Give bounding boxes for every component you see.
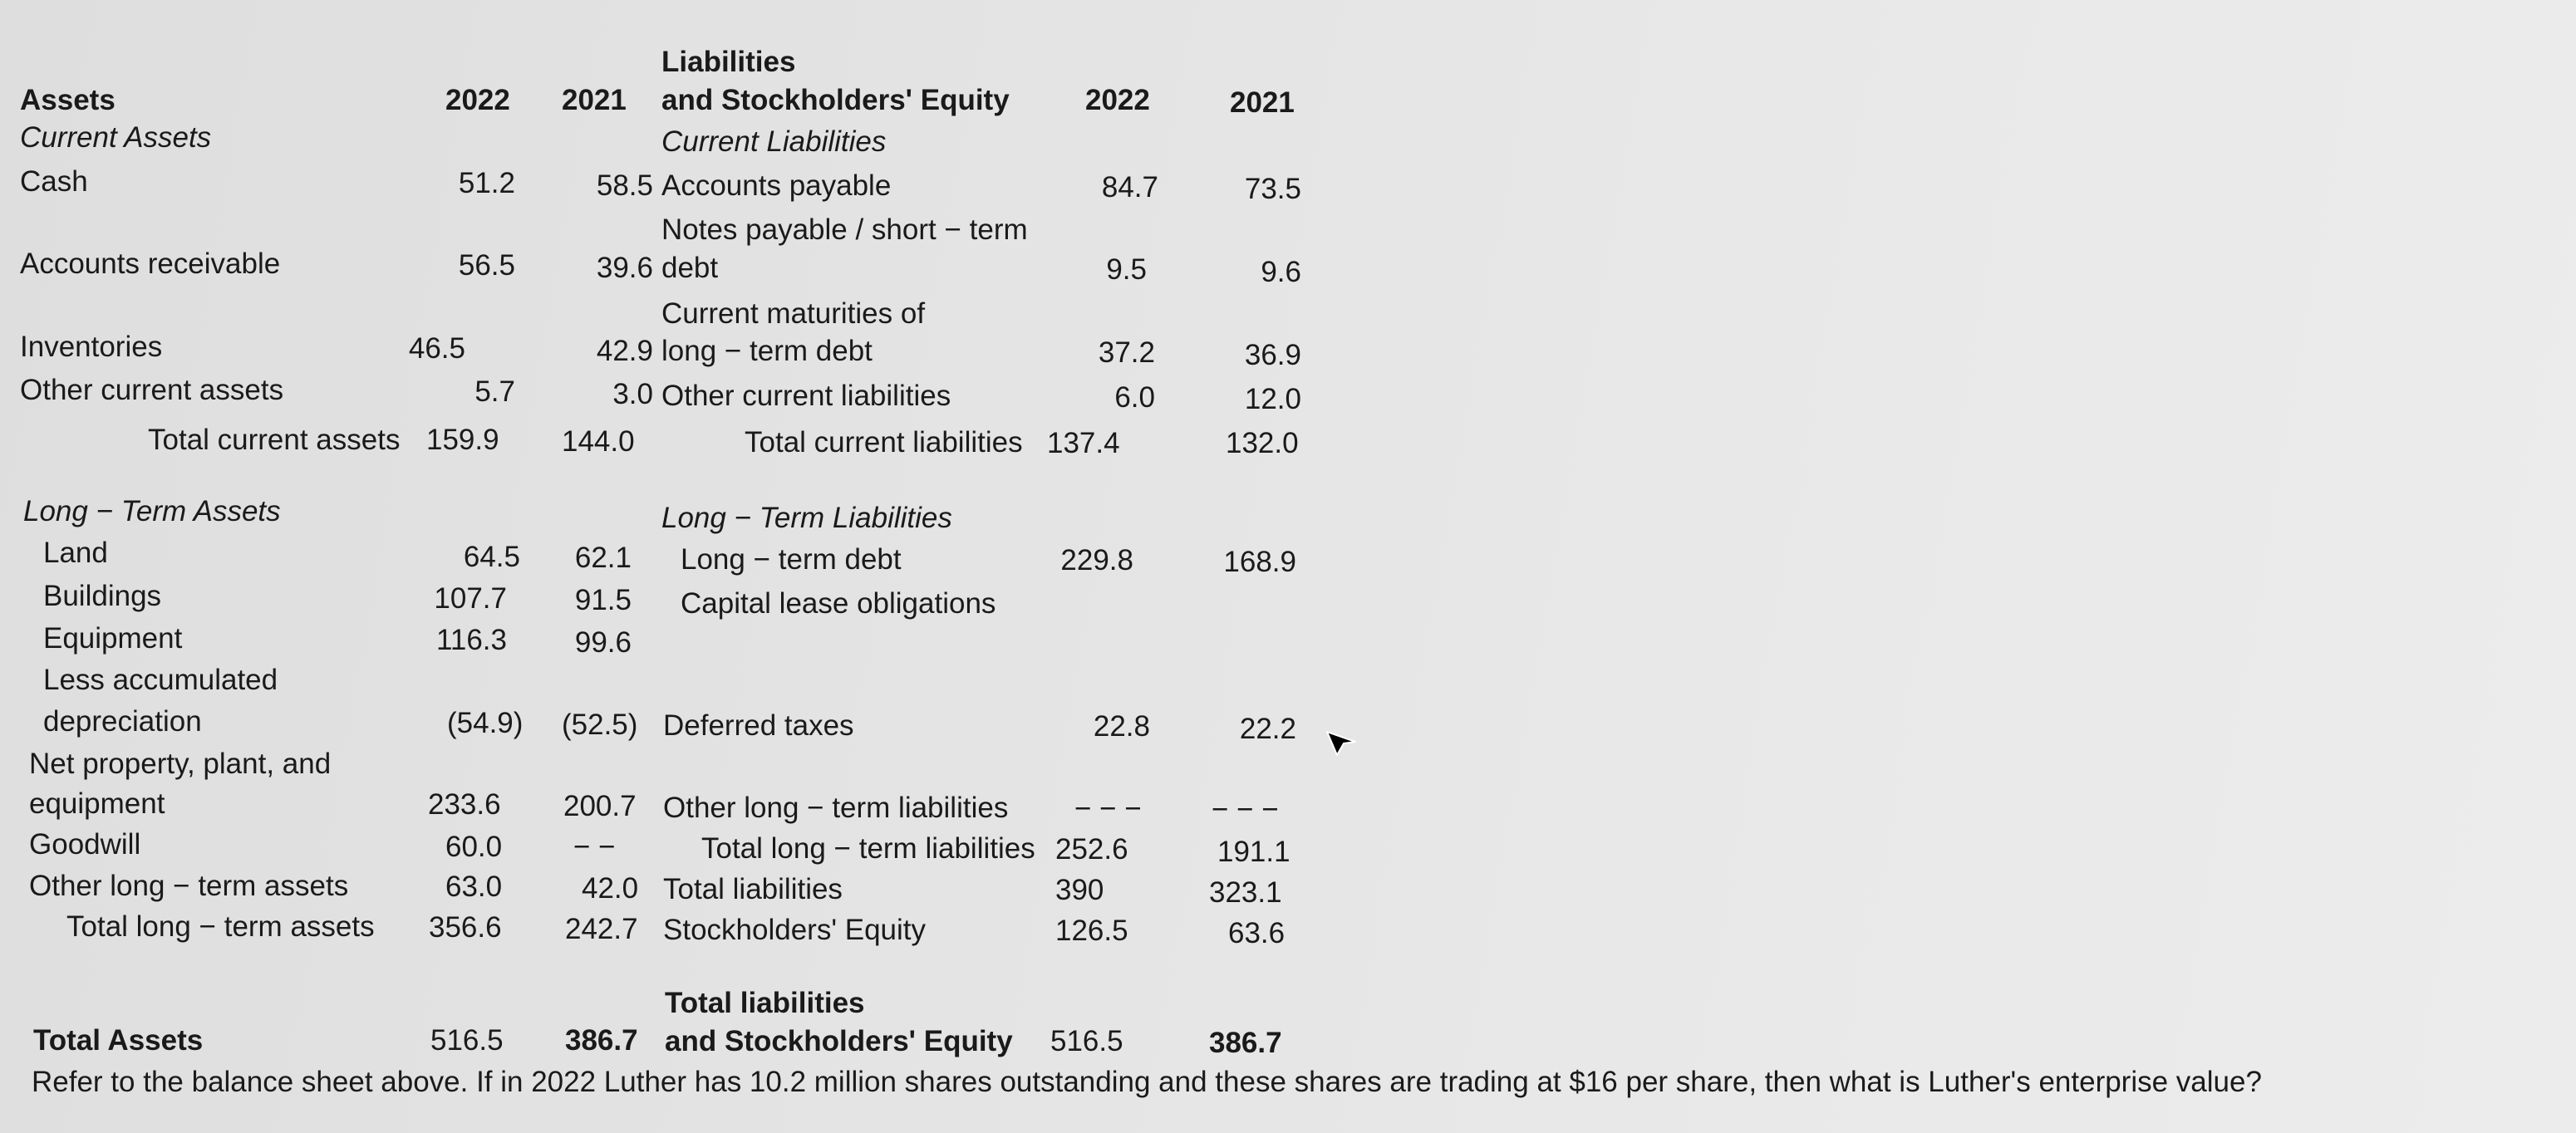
- long-term-debt-label: Long − term debt: [681, 543, 902, 576]
- inventories-label: Inventories: [20, 331, 163, 363]
- notes-payable-label-line1: Notes payable / short − term: [661, 213, 1028, 246]
- long-term-assets-heading: Long − Term Assets: [23, 495, 281, 527]
- current-maturities-2022: 37.2: [1098, 336, 1155, 369]
- accounts-receivable-label: Accounts receivable: [20, 248, 281, 280]
- goodwill-2022: 60.0: [445, 831, 503, 863]
- depreciation-label-line2: depreciation: [43, 705, 202, 738]
- liabilities-year-2021: 2021: [1230, 86, 1295, 119]
- depreciation-2022: (54.9): [447, 707, 524, 739]
- buildings-label: Buildings: [43, 580, 162, 612]
- grand-total-label-line1: Total liabilities: [665, 987, 865, 1019]
- total-current-assets-label: Total current assets: [148, 424, 401, 456]
- stockholders-equity-2021: 63.6: [1228, 917, 1286, 949]
- cash-label: Cash: [20, 165, 88, 198]
- notes-payable-2022: 9.5: [1106, 253, 1147, 286]
- total-lt-liabilities-2022: 252.6: [1055, 833, 1128, 866]
- land-2022: 64.5: [463, 541, 520, 573]
- total-liabilities-2021: 323.1: [1209, 876, 1282, 909]
- total-lt-liabilities-2021: 191.1: [1217, 836, 1290, 868]
- notes-payable-2021: 9.6: [1261, 256, 1301, 288]
- buildings-2022: 107.7: [434, 582, 507, 615]
- land-label: Land: [43, 537, 108, 569]
- current-assets-heading: Current Assets: [20, 121, 212, 154]
- grand-total-label-line2: and Stockholders' Equity: [665, 1025, 1013, 1057]
- mouse-pointer-icon: [1325, 725, 1359, 758]
- inventories-2022: 46.5: [408, 332, 465, 365]
- total-current-assets-2021: 144.0: [562, 425, 635, 458]
- accounts-payable-2021: 73.5: [1244, 173, 1301, 205]
- grand-total-2022: 516.5: [1050, 1025, 1123, 1057]
- accounts-receivable-2021: 39.6: [596, 252, 653, 284]
- assets-year-2022: 2022: [445, 84, 510, 116]
- net-ppe-label-line1: Net property, plant, and: [29, 748, 332, 780]
- liabilities-year-2022: 2022: [1085, 84, 1150, 116]
- stockholders-equity-2022: 126.5: [1055, 915, 1128, 947]
- liabilities-heading-line2: and Stockholders' Equity: [661, 84, 1010, 116]
- goodwill-2021: − −: [573, 831, 616, 863]
- other-current-liabilities-2021: 12.0: [1244, 383, 1301, 415]
- deferred-taxes-label: Deferred taxes: [663, 709, 854, 742]
- accounts-payable-2022: 84.7: [1101, 171, 1158, 204]
- long-term-debt-2021: 168.9: [1223, 546, 1296, 578]
- total-assets-label: Total Assets: [33, 1024, 204, 1057]
- deferred-taxes-2021: 22.2: [1239, 713, 1296, 745]
- depreciation-2021: (52.5): [562, 709, 638, 741]
- notes-payable-label-line2: debt: [661, 252, 719, 284]
- stockholders-equity-label: Stockholders' Equity: [663, 914, 927, 946]
- current-maturities-label-line1: Current maturities of: [661, 297, 926, 330]
- other-lt-liabilities-2021: − − −: [1212, 793, 1279, 826]
- goodwill-label: Goodwill: [29, 828, 141, 861]
- total-current-liabilities-2022: 137.4: [1047, 427, 1120, 459]
- land-2021: 62.1: [574, 542, 632, 574]
- equipment-label: Equipment: [43, 622, 183, 655]
- assets-year-2021: 2021: [562, 84, 627, 116]
- other-current-liabilities-label: Other current liabilities: [661, 380, 951, 412]
- other-lt-liabilities-2022: − − −: [1074, 792, 1142, 825]
- total-liabilities-label: Total liabilities: [663, 873, 843, 905]
- total-lt-liabilities-label: Total long − term liabilities: [701, 832, 1035, 865]
- current-maturities-label-line2: long − term debt: [661, 335, 873, 367]
- other-current-assets-2021: 3.0: [612, 378, 653, 410]
- inventories-2021: 42.9: [596, 335, 653, 367]
- other-current-liabilities-2022: 6.0: [1114, 381, 1155, 414]
- other-lt-liabilities-label: Other long − term liabilities: [663, 792, 1009, 824]
- capital-lease-label: Capital lease obligations: [681, 587, 996, 620]
- total-current-liabilities-label: Total current liabilities: [745, 426, 1023, 459]
- other-current-assets-2022: 5.7: [474, 375, 515, 408]
- equipment-2021: 99.6: [574, 626, 632, 659]
- net-ppe-2022: 233.6: [428, 788, 501, 821]
- current-maturities-2021: 36.9: [1244, 339, 1301, 371]
- deferred-taxes-2022: 22.8: [1093, 710, 1150, 743]
- long-term-debt-2022: 229.8: [1060, 544, 1133, 576]
- total-lt-assets-2022: 356.6: [429, 911, 502, 944]
- grand-total-2021: 386.7: [1209, 1027, 1282, 1059]
- total-current-assets-2022: 159.9: [426, 424, 499, 456]
- liabilities-heading-line1: Liabilities: [661, 46, 796, 78]
- other-current-assets-label: Other current assets: [20, 374, 284, 406]
- total-liabilities-2022: 390: [1055, 874, 1104, 906]
- total-lt-assets-2021: 242.7: [565, 913, 638, 945]
- accounts-receivable-2022: 56.5: [458, 249, 515, 282]
- other-lt-assets-label: Other long − term assets: [29, 870, 349, 902]
- equipment-2022: 116.3: [436, 624, 507, 656]
- total-lt-assets-label: Total long − term assets: [66, 910, 375, 943]
- assets-heading: Assets: [20, 84, 116, 116]
- buildings-2021: 91.5: [574, 584, 632, 616]
- cash-2022: 51.2: [458, 167, 515, 199]
- total-current-liabilities-2021: 132.0: [1226, 427, 1299, 459]
- question-text: Refer to the balance sheet above. If in 2022 Luther has 10.2 million shares outstanding and these shares are trading at $16 per share, then what is Luther's enterprise value?: [32, 1066, 2262, 1098]
- total-assets-2022: 516.5: [430, 1024, 504, 1057]
- total-assets-2021: 386.7: [565, 1024, 638, 1057]
- cash-2021: 58.5: [596, 169, 653, 202]
- depreciation-label-line1: Less accumulated: [43, 664, 278, 696]
- net-ppe-2021: 200.7: [563, 790, 637, 822]
- long-term-liabilities-heading: Long − Term Liabilities: [661, 502, 952, 534]
- current-liabilities-heading: Current Liabilities: [661, 125, 887, 158]
- accounts-payable-label: Accounts payable: [661, 169, 892, 202]
- other-lt-assets-2021: 42.0: [582, 872, 639, 905]
- other-lt-assets-2022: 63.0: [445, 871, 503, 903]
- net-ppe-label-line2: equipment: [29, 787, 165, 820]
